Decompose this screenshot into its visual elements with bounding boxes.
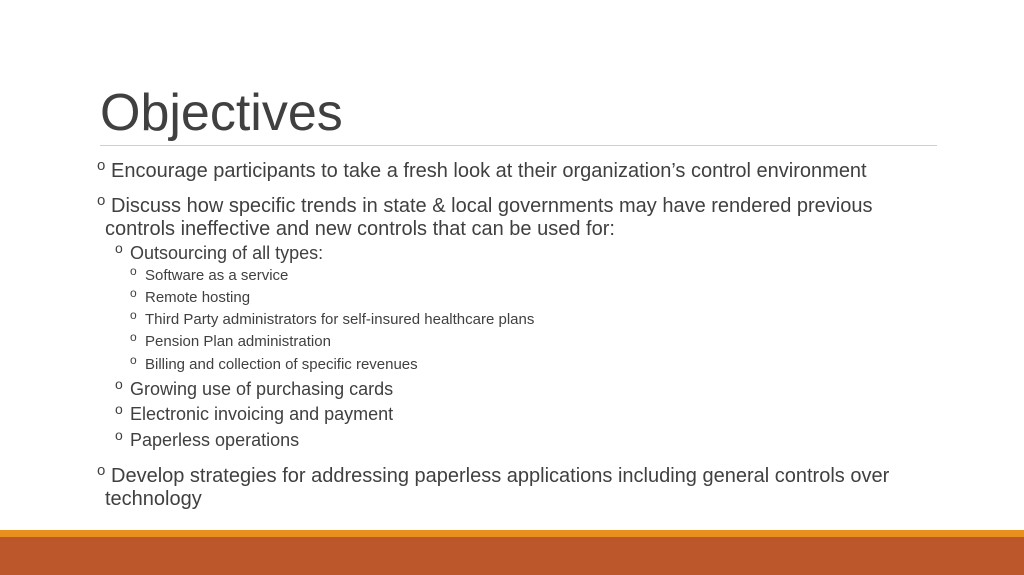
sub-sub-bullet-item	[130, 353, 418, 374]
sub-sub-bullet-item	[130, 308, 535, 329]
sub-sub-bullet-item	[130, 286, 251, 307]
sub-sub-bullet-text: Software as a service	[145, 267, 289, 284]
footer-bar	[0, 537, 1024, 575]
bullet-marker: o	[115, 427, 123, 443]
sub-bullet-item	[115, 403, 393, 425]
bullet-item	[97, 192, 873, 241]
sub-bullet-item	[115, 429, 299, 451]
sub-sub-bullet-text: Pension Plan administration	[145, 333, 331, 350]
bullet-text: Encourage participants to take a fresh look at their organization’s control environment	[111, 160, 867, 182]
bullet-marker: o	[130, 353, 137, 367]
sub-sub-bullet-text: Billing and collection of specific revenues	[145, 356, 418, 373]
sub-bullet-item	[115, 378, 393, 400]
bullet-item	[97, 462, 890, 511]
bullet-marker: o	[115, 376, 123, 392]
bullet-marker: o	[130, 286, 137, 300]
sub-bullet-item	[115, 242, 323, 264]
sub-sub-bullet-item	[130, 264, 289, 285]
bullet-marker: o	[97, 192, 106, 209]
sub-bullet-text: Outsourcing of all types:	[130, 243, 324, 263]
bullet-marker: o	[115, 401, 123, 417]
bullet-marker: o	[130, 308, 137, 322]
sub-bullet-text: Electronic invoicing and payment	[130, 404, 394, 424]
slide-title: Objectives	[100, 84, 343, 142]
bullet-item	[97, 157, 867, 183]
bullet-marker: o	[115, 240, 123, 256]
bullet-text-line1: Develop strategies for addressing paperless applications including general controls over	[111, 465, 890, 487]
sub-sub-bullet-item	[130, 330, 331, 351]
sub-bullet-text: Paperless operations	[130, 430, 300, 450]
bullet-marker: o	[97, 157, 106, 174]
sub-bullet-text: Growing use of purchasing cards	[130, 379, 394, 399]
sub-sub-bullet-text: Remote hosting	[145, 289, 251, 306]
sub-sub-bullet-text: Third Party administrators for self-insured healthcare plans	[145, 311, 535, 328]
bullet-text-line1: Discuss how specific trends in state & local governments may have rendered previous	[111, 195, 873, 217]
bullet-marker: o	[97, 462, 106, 479]
bullet-marker: o	[130, 264, 137, 278]
bullet-text-line2: controls ineffective and new controls that can be used for:	[105, 218, 615, 240]
bullet-marker: o	[130, 330, 137, 344]
bullet-text-line2: technology	[105, 488, 202, 510]
footer-accent-stripe	[0, 530, 1024, 537]
